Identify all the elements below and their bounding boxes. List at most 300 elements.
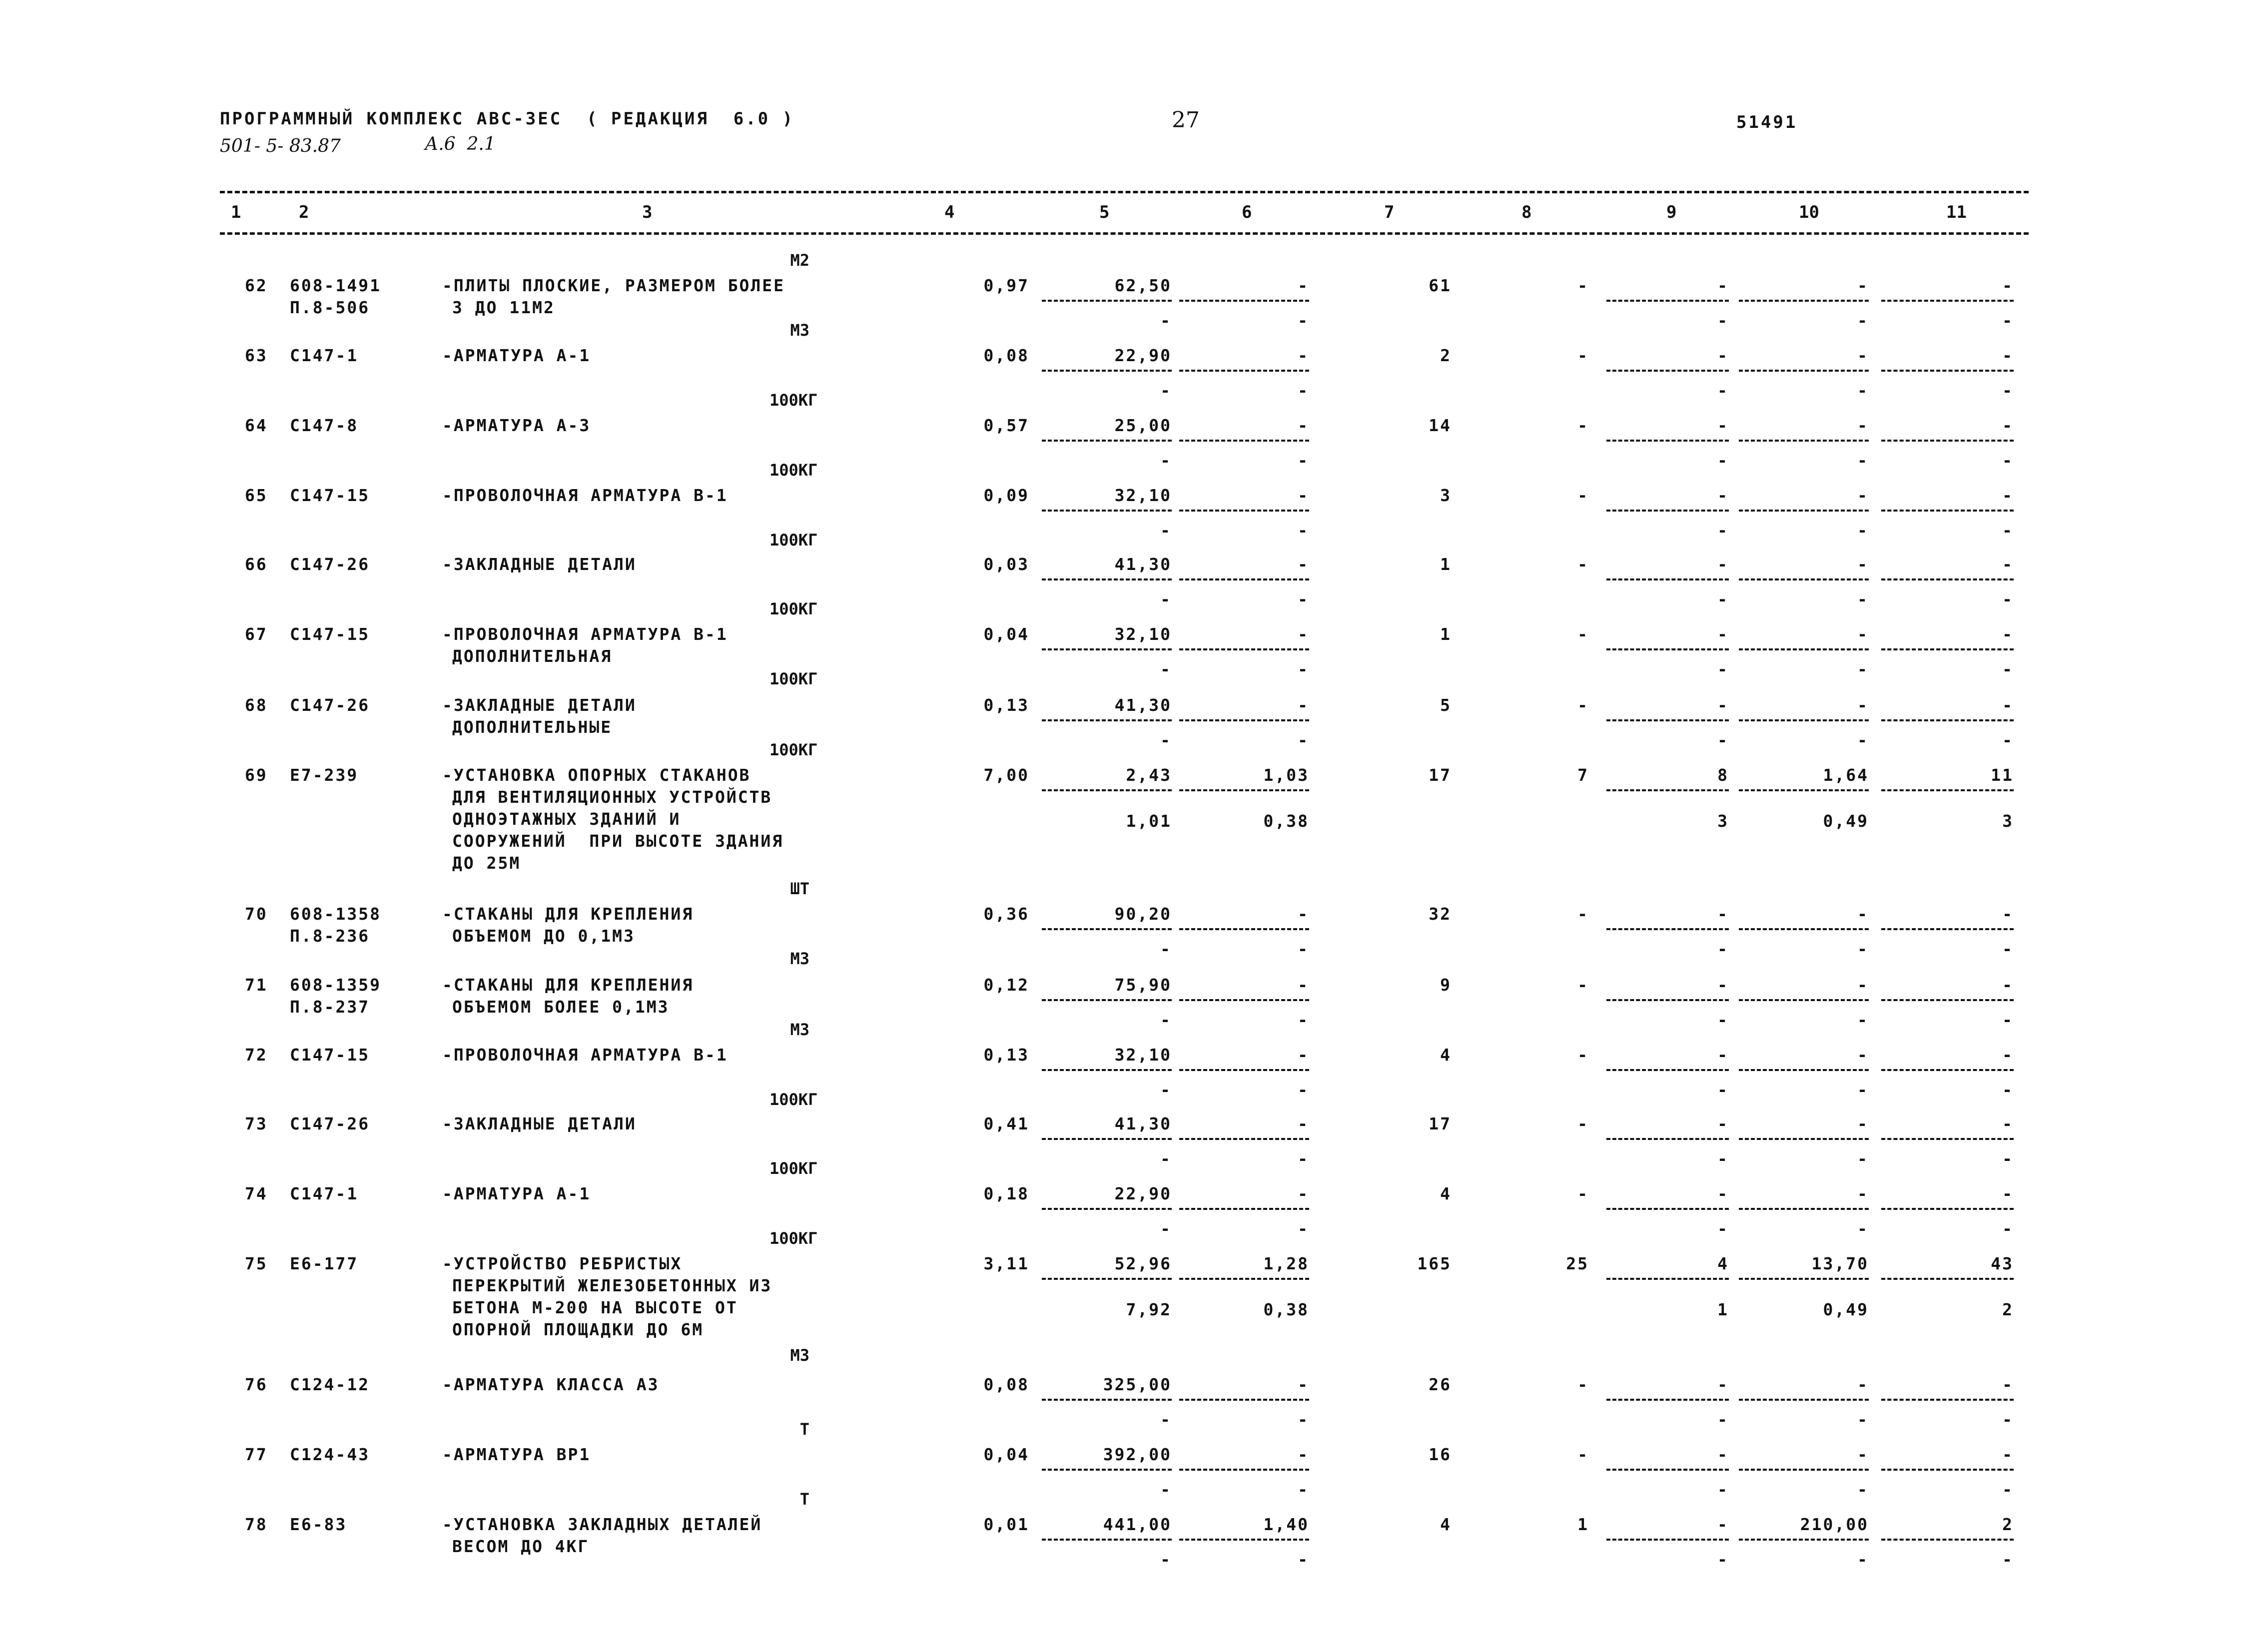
- table-row-76-col5-sub: -: [1160, 1410, 1172, 1429]
- table-row-77-col4: 0,04: [983, 1445, 1029, 1464]
- table-row-63-col5: 22,90: [1114, 346, 1172, 365]
- table-row-62-rule-5: [1881, 300, 2014, 302]
- table-row-63-col6-sub: -: [1298, 381, 1309, 400]
- table-row-70-col5: 90,20: [1114, 904, 1172, 924]
- table-row-64-col9: -: [1717, 416, 1729, 435]
- table-row-72-col6-sub: -: [1298, 1080, 1309, 1100]
- page-number: 27: [1172, 107, 1200, 133]
- col-header-5: 5: [1099, 202, 1110, 222]
- table-row-73-code: С147-26: [290, 1114, 370, 1133]
- table-row-73-rule-1: [1042, 1138, 1172, 1140]
- table-row-68-rule-5: [1881, 719, 2014, 721]
- table-row-64-col10-sub: -: [1857, 451, 1869, 470]
- table-row-65-col11-sub: -: [2002, 521, 2014, 540]
- table-row-69-col6: 1,03: [1263, 765, 1309, 785]
- table-row-68-description-line-2: ДОПОЛНИТЕЛЬНЫЕ: [452, 717, 613, 737]
- table-row-70-rule-3: [1606, 928, 1729, 930]
- col-header-9: 9: [1666, 202, 1677, 222]
- table-row-64-rule-4: [1739, 440, 1869, 442]
- table-row-75-col9: 4: [1717, 1254, 1729, 1273]
- table-row-69-description-line-1: -УСТАНОВКА ОПОРНЫХ СТАКАНОВ: [442, 765, 751, 785]
- table-row-70-col9-sub: -: [1717, 939, 1729, 959]
- table-row-76-col9-sub: -: [1717, 1410, 1729, 1429]
- table-row-69-rule-2: [1179, 789, 1309, 791]
- table-row-74-rule-5: [1881, 1208, 2014, 1210]
- table-row-75-col7: 165: [1417, 1254, 1452, 1273]
- table-row-70-unit: М3: [790, 949, 809, 968]
- table-row-71-rule-4: [1739, 999, 1869, 1001]
- table-row-77-col10: -: [1857, 1445, 1869, 1464]
- table-row-70-col4: 0,36: [983, 904, 1029, 924]
- table-row-76-col5: 325,00: [1103, 1375, 1172, 1394]
- table-row-78-col11-sub: -: [2002, 1550, 2014, 1569]
- table-row-63-col11: -: [2002, 346, 2014, 365]
- table-row-72-rule-1: [1042, 1069, 1172, 1071]
- table-row-78-code: Е6-83: [290, 1515, 347, 1534]
- table-row-73-col6: -: [1298, 1114, 1309, 1133]
- program-title: ПРОГРАММНЫЙ КОМПЛЕКС АВС-3ЕС ( РЕДАКЦИЯ 6.0 ): [220, 109, 795, 129]
- col-header-6: 6: [1242, 202, 1252, 222]
- table-row-77-rule-1: [1042, 1469, 1172, 1471]
- document-code: 501- 5- 83.87: [220, 136, 341, 156]
- table-row-68-col4: 0,13: [983, 695, 1029, 715]
- table-row-73-description-line-1: -ЗАКЛАДНЫЕ ДЕТАЛИ: [442, 1114, 637, 1133]
- table-row-70-description-line-2: ОБЪЕМОМ ДО 0,1М3: [452, 926, 635, 946]
- sheet-label: А.6 2.1: [425, 134, 496, 154]
- table-row-74-rule-2: [1179, 1208, 1309, 1210]
- table-row-65-code: С147-15: [290, 486, 370, 505]
- table-row-65-col4: 0,09: [983, 486, 1029, 505]
- table-row-75-code: Е6-177: [290, 1254, 359, 1273]
- table-row-71-col5-sub: -: [1160, 1010, 1172, 1030]
- table-row-75-rule-4: [1739, 1278, 1869, 1280]
- table-row-69-col9: 8: [1717, 765, 1729, 785]
- table-row-73-col5-sub: -: [1160, 1149, 1172, 1168]
- table-row-71-col5: 75,90: [1114, 975, 1172, 995]
- table-row-71-code-ref: П.8-237: [290, 997, 370, 1017]
- table-row-77-number: 77: [245, 1445, 268, 1464]
- table-row-66-number: 66: [245, 554, 268, 574]
- table-row-65-col11: -: [2002, 486, 2014, 505]
- table-row-62-col6-sub: -: [1298, 311, 1309, 330]
- table-row-77-col6-sub: -: [1298, 1480, 1309, 1499]
- table-row-78-col6-sub: -: [1298, 1550, 1309, 1569]
- table-row-66-col7: 1: [1440, 554, 1452, 574]
- table-row-72-rule-4: [1739, 1069, 1869, 1071]
- table-row-62-description-line-2: 3 ДО 11М2: [452, 298, 555, 317]
- table-row-73-rule-5: [1881, 1138, 2014, 1140]
- table-row-77-col10-sub: -: [1857, 1480, 1869, 1499]
- table-row-75-unit: М3: [790, 1346, 809, 1365]
- table-row-78-col10: 210,00: [1800, 1515, 1869, 1534]
- table-row-72-code: С147-15: [290, 1045, 370, 1065]
- table-row-72-col8: -: [1577, 1045, 1589, 1065]
- table-row-70-number: 70: [245, 904, 268, 924]
- table-row-70-rule-5: [1881, 928, 2014, 930]
- table-row-66-col10-sub: -: [1857, 589, 1869, 609]
- table-row-78-description-line-2: ВЕСОМ ДО 4КГ: [452, 1537, 590, 1556]
- table-row-64-col4: 0,57: [983, 416, 1029, 435]
- table-row-73-col8: -: [1577, 1114, 1589, 1133]
- table-row-76-number: 76: [245, 1375, 268, 1394]
- table-row-72-rule-3: [1606, 1069, 1729, 1071]
- table-row-64-col11-sub: -: [2002, 451, 2014, 470]
- table-row-67-number: 67: [245, 624, 268, 644]
- table-row-63-rule-3: [1606, 370, 1729, 372]
- table-row-67-rule-4: [1739, 648, 1869, 650]
- table-row-76-col6: -: [1298, 1375, 1309, 1394]
- table-row-65-rule-2: [1179, 510, 1309, 512]
- table-row-67-rule-2: [1179, 648, 1309, 650]
- table-row-70-rule-4: [1739, 928, 1869, 930]
- table-row-77-col5: 392,00: [1103, 1445, 1172, 1464]
- table-row-67-col11: -: [2002, 624, 2014, 644]
- table-row-78-col6: 1,40: [1263, 1515, 1309, 1534]
- table-row-71-rule-3: [1606, 999, 1729, 1001]
- table-row-63-col9: -: [1717, 346, 1729, 365]
- table-row-74-col10-sub: -: [1857, 1219, 1869, 1238]
- table-row-75-col6-second: 0,38: [1263, 1300, 1309, 1319]
- table-row-77-col6: -: [1298, 1445, 1309, 1464]
- table-row-64-col8: -: [1577, 416, 1589, 435]
- table-row-72-col11: -: [2002, 1045, 2014, 1065]
- table-row-68-col6: -: [1298, 695, 1309, 715]
- table-row-68-col11: -: [2002, 695, 2014, 715]
- table-row-75-description-line-3: БЕТОНА М-200 НА ВЫСОТЕ ОТ: [452, 1298, 738, 1317]
- table-row-78-col8: 1: [1577, 1515, 1589, 1534]
- table-row-62-col8: -: [1577, 276, 1589, 295]
- table-row-67-col6-sub: -: [1298, 659, 1309, 679]
- col-header-1: 1: [231, 202, 241, 222]
- table-row-72-col11-sub: -: [2002, 1080, 2014, 1100]
- table-row-66-col9: -: [1717, 554, 1729, 574]
- table-row-74-number: 74: [245, 1184, 268, 1203]
- table-row-64-code: С147-8: [290, 416, 359, 435]
- table-row-63-rule-1: [1042, 370, 1172, 372]
- table-row-62-rule-3: [1606, 300, 1729, 302]
- table-row-68-col7: 5: [1440, 695, 1452, 715]
- table-row-76-col11: -: [2002, 1375, 2014, 1394]
- table-row-69-description-line-4: СООРУЖЕНИЙ ПРИ ВЫСОТЕ ЗДАНИЯ: [452, 831, 784, 851]
- table-row-76-col10-sub: -: [1857, 1410, 1869, 1429]
- col-header-4: 4: [944, 202, 955, 222]
- table-row-68-rule-3: [1606, 719, 1729, 721]
- table-row-65-description-line-1: -ПРОВОЛОЧНАЯ АРМАТУРА В-1: [442, 486, 728, 505]
- table-row-69-unit: ШТ: [790, 879, 809, 898]
- table-row-70-col7: 32: [1429, 904, 1452, 924]
- table-row-66-code: С147-26: [290, 554, 370, 574]
- table-row-71-col6: -: [1298, 975, 1309, 995]
- table-row-77-rule-3: [1606, 1469, 1729, 1471]
- table-row-64-description-line-1: -АРМАТУРА А-3: [442, 416, 591, 435]
- table-row-78-col7: 4: [1440, 1515, 1452, 1534]
- table-row-66-col8: -: [1577, 554, 1589, 574]
- table-row-76-col10: -: [1857, 1375, 1869, 1394]
- table-row-62-code-ref: П.8-506: [290, 298, 370, 317]
- table-row-62-code: 608-1491: [290, 276, 381, 295]
- table-row-76-rule-1: [1042, 1399, 1172, 1401]
- table-row-65-number: 65: [245, 486, 268, 505]
- table-row-62-rule-4: [1739, 300, 1869, 302]
- table-row-67-col9: -: [1717, 624, 1729, 644]
- table-row-74-unit: 100КГ: [769, 1229, 818, 1248]
- table-row-74-description-line-1: -АРМАТУРА А-1: [442, 1184, 591, 1203]
- table-row-74-col7: 4: [1440, 1184, 1452, 1203]
- table-row-72-rule-5: [1881, 1069, 2014, 1071]
- col-header-2: 2: [299, 202, 309, 222]
- table-row-75-col5: 52,96: [1114, 1254, 1172, 1273]
- table-row-63-unit-above: М3: [790, 321, 809, 340]
- table-row-63-number: 63: [245, 346, 268, 365]
- table-row-62-col10-sub: -: [1857, 311, 1869, 330]
- table-row-69-col7: 17: [1429, 765, 1452, 785]
- table-row-77-rule-5: [1881, 1469, 2014, 1471]
- table-row-63-rule-2: [1179, 370, 1309, 372]
- table-row-62-col4: 0,97: [983, 276, 1029, 295]
- table-row-70-col10-sub: -: [1857, 939, 1869, 959]
- table-row-62-col9: -: [1717, 276, 1729, 295]
- table-row-72-col4: 0,13: [983, 1045, 1029, 1065]
- table-row-64-number: 64: [245, 416, 268, 435]
- table-row-78-description-line-1: -УСТАНОВКА ЗАКЛАДНЫХ ДЕТАЛЕЙ: [442, 1515, 762, 1534]
- table-row-72-col6: -: [1298, 1045, 1309, 1065]
- table-row-67-col10-sub: -: [1857, 659, 1869, 679]
- table-row-78-col9-sub: -: [1717, 1550, 1729, 1569]
- table-row-75-number: 75: [245, 1254, 268, 1273]
- table-row-66-col5: 41,30: [1114, 554, 1172, 574]
- table-row-65-col7: 3: [1440, 486, 1452, 505]
- table-row-63-unit: 100КГ: [769, 391, 818, 410]
- table-row-78-number: 78: [245, 1515, 268, 1534]
- table-row-71-col4: 0,12: [983, 975, 1029, 995]
- table-row-68-col10-sub: -: [1857, 730, 1869, 750]
- col-header-3: 3: [642, 202, 653, 222]
- table-row-62-col7: 61: [1429, 276, 1452, 295]
- table-row-72-unit: 100КГ: [769, 1090, 818, 1109]
- table-row-74-col6-sub: -: [1298, 1219, 1309, 1238]
- table-row-76-rule-5: [1881, 1399, 2014, 1401]
- table-row-67-rule-3: [1606, 648, 1729, 650]
- table-row-75-col8: 25: [1566, 1254, 1589, 1273]
- table-row-63-rule-5: [1881, 370, 2014, 372]
- table-row-73-col9: -: [1717, 1114, 1729, 1133]
- table-row-69-rule-3: [1606, 789, 1729, 791]
- table-row-77-col11-sub: -: [2002, 1480, 2014, 1499]
- table-row-69-number: 69: [245, 765, 268, 785]
- table-row-66-col4: 0,03: [983, 554, 1029, 574]
- table-row-62-unit-above: М2: [790, 251, 809, 270]
- table-row-74-code: С147-1: [290, 1184, 359, 1203]
- table-row-64-rule-1: [1042, 440, 1172, 442]
- table-row-66-description-line-1: -ЗАКЛАДНЫЕ ДЕТАЛИ: [442, 554, 637, 574]
- table-row-75-rule-5: [1881, 1278, 2014, 1280]
- table-row-73-number: 73: [245, 1114, 268, 1133]
- table-row-69-col6-second: 0,38: [1263, 811, 1309, 831]
- table-row-69-col8: 7: [1577, 765, 1589, 785]
- table-row-70-col5-sub: -: [1160, 939, 1172, 959]
- table-row-74-rule-4: [1739, 1208, 1869, 1210]
- table-row-74-col6: -: [1298, 1184, 1309, 1203]
- table-row-64-col7: 14: [1429, 416, 1452, 435]
- table-row-69-col11: 11: [1991, 765, 2014, 785]
- table-row-65-col10-sub: -: [1857, 521, 1869, 540]
- table-row-74-col9: -: [1717, 1184, 1729, 1203]
- table-row-65-col10: -: [1857, 486, 1869, 505]
- table-row-66-rule-5: [1881, 578, 2014, 580]
- table-row-71-col9: -: [1717, 975, 1729, 995]
- table-row-78-col4: 0,01: [983, 1515, 1029, 1534]
- table-row-76-col4: 0,08: [983, 1375, 1029, 1394]
- table-row-73-col4: 0,41: [983, 1114, 1029, 1133]
- table-row-70-col6-sub: -: [1298, 939, 1309, 959]
- table-row-63-col9-sub: -: [1717, 381, 1729, 400]
- table-row-68-rule-1: [1042, 719, 1172, 721]
- table-row-78-rule-4: [1739, 1539, 1869, 1541]
- table-row-71-col11-sub: -: [2002, 1010, 2014, 1030]
- table-row-65-col9: -: [1717, 486, 1729, 505]
- table-row-78-rule-3: [1606, 1539, 1729, 1541]
- table-row-66-rule-4: [1739, 578, 1869, 580]
- table-row-76-rule-4: [1739, 1399, 1869, 1401]
- table-row-63-col6: -: [1298, 346, 1309, 365]
- table-row-70-col8: -: [1577, 904, 1589, 924]
- table-row-66-col5-sub: -: [1160, 589, 1172, 609]
- table-row-66-rule-2: [1179, 578, 1309, 580]
- table-row-76-unit: Т: [799, 1420, 809, 1439]
- table-row-75-col10-second: 0,49: [1823, 1300, 1869, 1319]
- table-row-65-unit: 100КГ: [769, 531, 818, 550]
- table-row-63-code: С147-1: [290, 346, 359, 365]
- table-row-74-rule-3: [1606, 1208, 1729, 1210]
- table-row-71-unit: М3: [790, 1020, 809, 1039]
- table-row-67-col5-sub: -: [1160, 659, 1172, 679]
- table-row-75-col11-second: 2: [2002, 1300, 2014, 1319]
- table-row-71-col9-sub: -: [1717, 1010, 1729, 1030]
- table-row-69-rule-5: [1881, 789, 2014, 791]
- table-row-71-col8: -: [1577, 975, 1589, 995]
- table-row-63-col4: 0,08: [983, 346, 1029, 365]
- col-header-10: 10: [1799, 202, 1819, 222]
- table-row-75-col9-second: 1: [1717, 1300, 1729, 1319]
- table-row-68-col8: -: [1577, 695, 1589, 715]
- table-row-76-rule-3: [1606, 1399, 1729, 1401]
- table-row-78-col5: 441,00: [1103, 1515, 1172, 1534]
- table-row-63-col5-sub: -: [1160, 381, 1172, 400]
- table-row-70-col11: -: [2002, 904, 2014, 924]
- table-row-77-col11: -: [2002, 1445, 2014, 1464]
- table-row-73-col9-sub: -: [1717, 1149, 1729, 1168]
- table-row-66-col6-sub: -: [1298, 589, 1309, 609]
- table-row-67-col11-sub: -: [2002, 659, 2014, 679]
- table-row-67-col10: -: [1857, 624, 1869, 644]
- table-row-72-col5-sub: -: [1160, 1080, 1172, 1100]
- table-row-67-description-line-1: -ПРОВОЛОЧНАЯ АРМАТУРА В-1: [442, 624, 728, 644]
- table-row-70-col11-sub: -: [2002, 939, 2014, 959]
- table-row-75-col4: 3,11: [983, 1254, 1029, 1273]
- table-row-62-col5: 62,50: [1114, 276, 1172, 295]
- table-row-66-rule-3: [1606, 578, 1729, 580]
- table-row-73-col5: 41,30: [1114, 1114, 1172, 1133]
- table-row-74-col5-sub: -: [1160, 1219, 1172, 1238]
- table-row-62-number: 62: [245, 276, 268, 295]
- table-row-70-code-ref: П.8-236: [290, 926, 370, 946]
- table-row-64-rule-3: [1606, 440, 1729, 442]
- table-row-69-rule-1: [1042, 789, 1172, 791]
- table-row-77-col8: -: [1577, 1445, 1589, 1464]
- table-row-65-col9-sub: -: [1717, 521, 1729, 540]
- table-row-73-col11-sub: -: [2002, 1149, 2014, 1168]
- table-row-63-col8: -: [1577, 346, 1589, 365]
- table-row-62-description-line-1: -ПЛИТЫ ПЛОСКИЕ, РАЗМЕРОМ БОЛЕЕ: [442, 276, 785, 295]
- table-row-75-rule-2: [1179, 1278, 1309, 1280]
- table-row-77-col9: -: [1717, 1445, 1729, 1464]
- table-row-67-col4: 0,04: [983, 624, 1029, 644]
- table-row-68-col9-sub: -: [1717, 730, 1729, 750]
- table-row-68-col5-sub: -: [1160, 730, 1172, 750]
- table-row-62-rule-1: [1042, 300, 1172, 302]
- table-row-72-col5: 32,10: [1114, 1045, 1172, 1065]
- table-row-62-rule-2: [1179, 300, 1309, 302]
- table-row-67-col5: 32,10: [1114, 624, 1172, 644]
- table-row-69-col10-second: 0,49: [1823, 811, 1869, 831]
- table-row-68-code: С147-26: [290, 695, 370, 715]
- table-row-67-col7: 1: [1440, 624, 1452, 644]
- table-row-68-rule-2: [1179, 719, 1309, 721]
- table-row-74-col9-sub: -: [1717, 1219, 1729, 1238]
- table-row-69-col5: 2,43: [1126, 765, 1172, 785]
- table-row-67-description-line-2: ДОПОЛНИТЕЛЬНАЯ: [452, 646, 613, 666]
- table-row-78-col5-sub: -: [1160, 1550, 1172, 1569]
- table-row-71-col10-sub: -: [1857, 1010, 1869, 1030]
- table-row-77-col9-sub: -: [1717, 1480, 1729, 1499]
- table-row-62-col9-sub: -: [1717, 311, 1729, 330]
- table-row-68-col10: -: [1857, 695, 1869, 715]
- table-row-73-rule-3: [1606, 1138, 1729, 1140]
- table-row-70-col6: -: [1298, 904, 1309, 924]
- table-row-68-col11-sub: -: [2002, 730, 2014, 750]
- table-row-64-col10: -: [1857, 416, 1869, 435]
- table-row-73-col6-sub: -: [1298, 1149, 1309, 1168]
- table-row-72-number: 72: [245, 1045, 268, 1065]
- table-row-71-description-line-1: -СТАКАНЫ ДЛЯ КРЕПЛЕНИЯ: [442, 975, 694, 995]
- table-row-73-col10-sub: -: [1857, 1149, 1869, 1168]
- table-row-69-rule-4: [1739, 789, 1869, 791]
- table-row-74-rule-1: [1042, 1208, 1172, 1210]
- table-row-69-col11-second: 3: [2002, 811, 2014, 831]
- table-row-63-col10: -: [1857, 346, 1869, 365]
- table-row-72-rule-2: [1179, 1069, 1309, 1071]
- table-row-77-col7: 16: [1429, 1445, 1452, 1464]
- table-row-62-col11-sub: -: [2002, 311, 2014, 330]
- table-row-66-col10: -: [1857, 554, 1869, 574]
- table-row-64-rule-2: [1179, 440, 1309, 442]
- table-row-69-col10: 1,64: [1823, 765, 1869, 785]
- table-row-73-rule-4: [1739, 1138, 1869, 1140]
- table-row-76-code: С124-12: [290, 1375, 370, 1394]
- table-row-71-rule-2: [1179, 999, 1309, 1001]
- table-row-63-col10-sub: -: [1857, 381, 1869, 400]
- table-row-64-col5-sub: -: [1160, 451, 1172, 470]
- table-row-65-col6-sub: -: [1298, 521, 1309, 540]
- table-row-72-col9-sub: -: [1717, 1080, 1729, 1100]
- table-row-67-col6: -: [1298, 624, 1309, 644]
- table-row-75-col10: 13,70: [1811, 1254, 1869, 1273]
- table-row-69-col4: 7,00: [983, 765, 1029, 785]
- table-row-66-col6: -: [1298, 554, 1309, 574]
- table-row-73-col10: -: [1857, 1114, 1869, 1133]
- table-row-65-rule-5: [1881, 510, 2014, 512]
- table-row-70-description-line-1: -СТАКАНЫ ДЛЯ КРЕПЛЕНИЯ: [442, 904, 694, 924]
